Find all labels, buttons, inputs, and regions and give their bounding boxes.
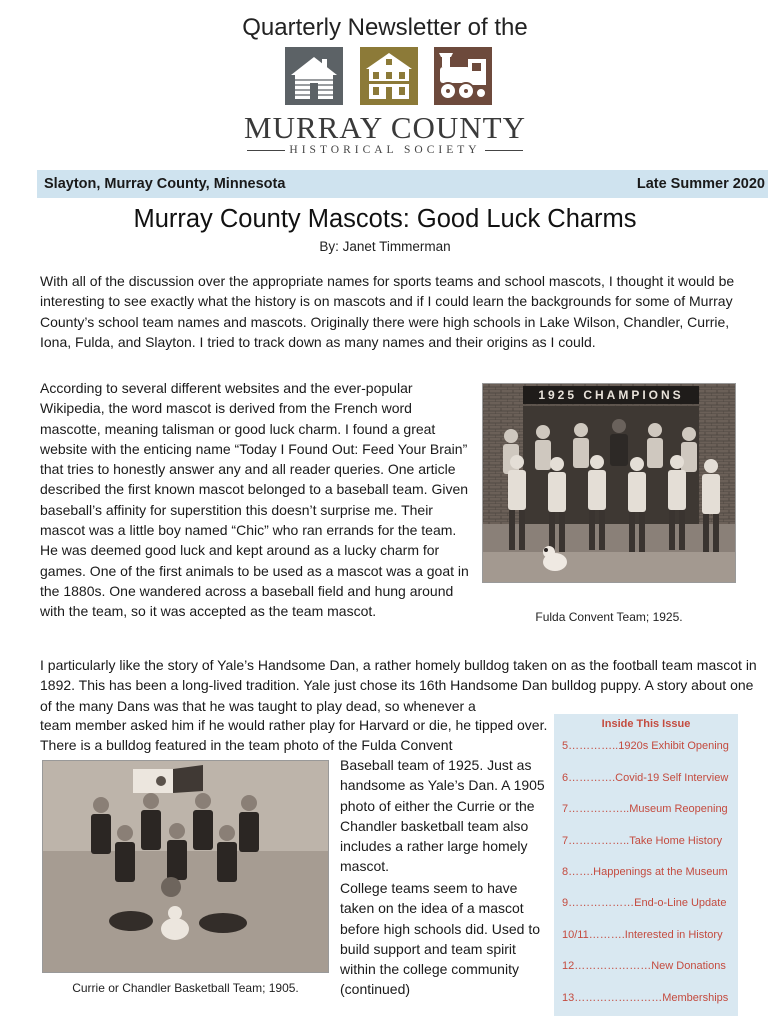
toc-item[interactable]: 7……………..Take Home History <box>562 835 723 847</box>
article-paragraph: College teams seem to have taken on the idea of a mascot before high schools did. Used to build support and team spirit within the college community (continued) <box>340 880 541 998</box>
historic-house-icon <box>360 47 418 105</box>
toc-item[interactable]: 5…………..1920s Exhibit Opening <box>562 740 729 752</box>
article-paragraph: Baseball team of 1925. Just as handsome as Yale’s Dan. A 1905 photo of either the Currie or the Chandler basketball team also includes a rather large homely mascot. <box>340 757 545 875</box>
basketball-team-photo-image <box>43 761 329 973</box>
society-logo <box>285 47 492 105</box>
society-subtitle <box>0 144 770 156</box>
toc-item[interactable]: 6………….Covid-19 Self Interview <box>562 772 729 784</box>
issue-date: Late Summer 2020 <box>636 176 765 192</box>
society-subtitle-text: HISTORICAL SOCIETY <box>289 144 481 156</box>
toc-item[interactable]: 7……………..Museum Reopening <box>562 803 728 815</box>
toc-item[interactable]: 12…………………New Donations <box>562 960 726 972</box>
toc-item[interactable]: 8…….Happenings at the Museum <box>562 866 728 878</box>
article-paragraph: According to several different websites and the ever-popular Wikipedia, the word mascot is derived from the French word mascotte, meaning talisman or good luck charm. I found a great website with the enticing name “Today I Found Out: Feed Your Brain” that tries to honestly answer any and all reader queries. One article described the first known mascot belonged to a baseball team. Given baseball’s affinity for superstition this doesn’t surprise me. Their mascot was a little boy named “Chic” who ran errands for the team. He was deemed good luck and kept around as a lucky charm for games. One of the first animals to be used as a mascot was a goat in the 1880s. One wandered across a baseball field and hung around with the team, so it was accepted as the team mascot. <box>40 380 469 620</box>
society-name: MURRAY COUNTY <box>244 110 526 145</box>
fulda-photo-caption: Fulda Convent Team; 1925. <box>535 610 683 624</box>
locomotive-icon <box>434 47 492 105</box>
log-cabin-icon <box>285 47 343 105</box>
fulda-team-photo-image <box>483 384 736 583</box>
location-label: Slayton, Murray County, Minnesota <box>44 176 286 192</box>
basketball-photo-caption: Currie or Chandler Basketball Team; 1905. <box>72 981 299 995</box>
article-byline: By: Janet Timmerman <box>319 239 451 254</box>
toc-item[interactable]: 13……………………Memberships <box>562 992 729 1004</box>
article-title: Murray County Mascots: Good Luck Charms <box>133 205 637 233</box>
toc-item[interactable]: 9………………End-o-Line Update <box>562 897 727 909</box>
article-paragraph: team member asked him if he would rather play for Harvard or die, he tipped over. There is a bulldog featured in the team photo of the Fulda Convent <box>40 717 548 754</box>
fulda-team-photo <box>482 383 736 583</box>
issue-info-bar <box>37 170 768 198</box>
inside-this-issue-box <box>554 714 738 1016</box>
article-paragraph: With all of the discussion over the appropriate names for sports teams and school mascots, I thought it would be interesting to see exactly what the history is on mascots and if I could learn the backgrounds for some of Murray County’s school team names and mascots. Originally there were high schools in Lake Wilson, Chandler, Currie, Iona, Fulda, and Slayton. I tried to track down as many names and their origins as I could. <box>40 273 735 350</box>
toc-item[interactable]: 10/11……….Interested in History <box>562 929 723 941</box>
basketball-team-photo <box>42 760 329 973</box>
article-paragraph: I particularly like the story of Yale’s Handsome Dan, a rather homely bulldog taken on as the football team mascot in 1892. This has been a long-lived tradition. Yale just chose its 16th Handsome Dan bulldog puppy. A story about one of the many Dans was that he was taught to play dead, so whenever a <box>40 657 757 714</box>
inside-this-issue-title: Inside This Issue <box>601 718 691 730</box>
newsletter-tagline: Quarterly Newsletter of the <box>242 14 528 41</box>
champions-banner: 1925 CHAMPIONS <box>538 388 684 402</box>
